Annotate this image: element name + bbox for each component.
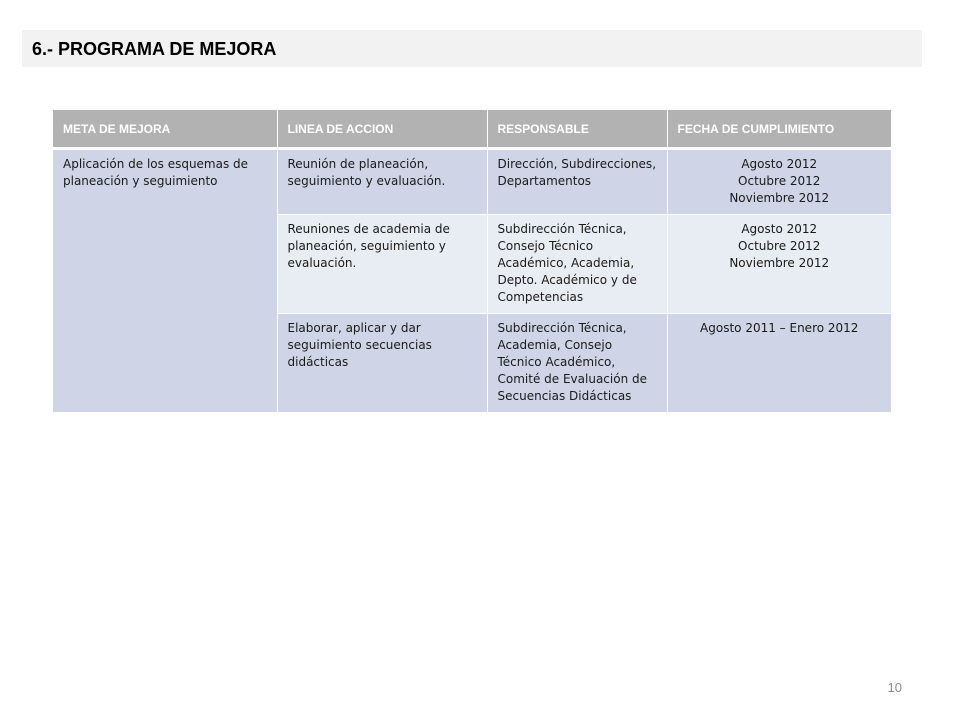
accion-cell: Reunión de planeación, seguimiento y evaluación. <box>277 149 487 215</box>
header-fecha: FECHA DE CUMPLIMIENTO <box>667 110 891 149</box>
header-responsable: RESPONSABLE <box>487 110 667 149</box>
responsable-cell: Subdirección Técnica, Consejo Técnico Académico, Academia, Depto. Académico y de Competencias <box>487 215 667 314</box>
fecha-line: Agosto 2012 <box>741 222 818 236</box>
fecha-cell <box>667 314 891 413</box>
header-meta: META DE MEJORA <box>53 110 277 149</box>
fecha-line: Agosto 2011 – Enero 2012 <box>700 321 859 335</box>
meta-cell: Aplicación de los esquemas de planeación y seguimiento <box>53 149 277 413</box>
accion-cell: Reuniones de academia de planeación, seguimiento y evaluación. <box>277 215 487 314</box>
fecha-line: Octubre 2012 <box>738 239 821 253</box>
section-title-bar <box>22 30 922 67</box>
table-row <box>53 149 891 215</box>
header-linea: LINEA DE ACCION <box>277 110 487 149</box>
page-number: 10 <box>887 680 902 695</box>
responsable-cell: Dirección, Subdirecciones, Departamentos <box>487 149 667 215</box>
fecha-line: Octubre 2012 <box>738 174 821 188</box>
improvement-plan-table <box>53 110 891 413</box>
fecha-line: Noviembre 2012 <box>729 191 830 205</box>
section-title: 6.- PROGRAMA DE MEJORA <box>32 39 277 59</box>
accion-cell: Elaborar, aplicar y dar seguimiento secuencias didácticas <box>277 314 487 413</box>
responsable-cell: Subdirección Técnica, Academia, Consejo Técnico Académico, Comité de Evaluación de Secuencias Didácticas <box>487 314 667 413</box>
table-header-row <box>53 110 891 149</box>
fecha-line: Noviembre 2012 <box>729 256 830 270</box>
fecha-cell <box>667 149 891 215</box>
fecha-line: Agosto 2012 <box>741 157 818 171</box>
fecha-cell <box>667 215 891 314</box>
